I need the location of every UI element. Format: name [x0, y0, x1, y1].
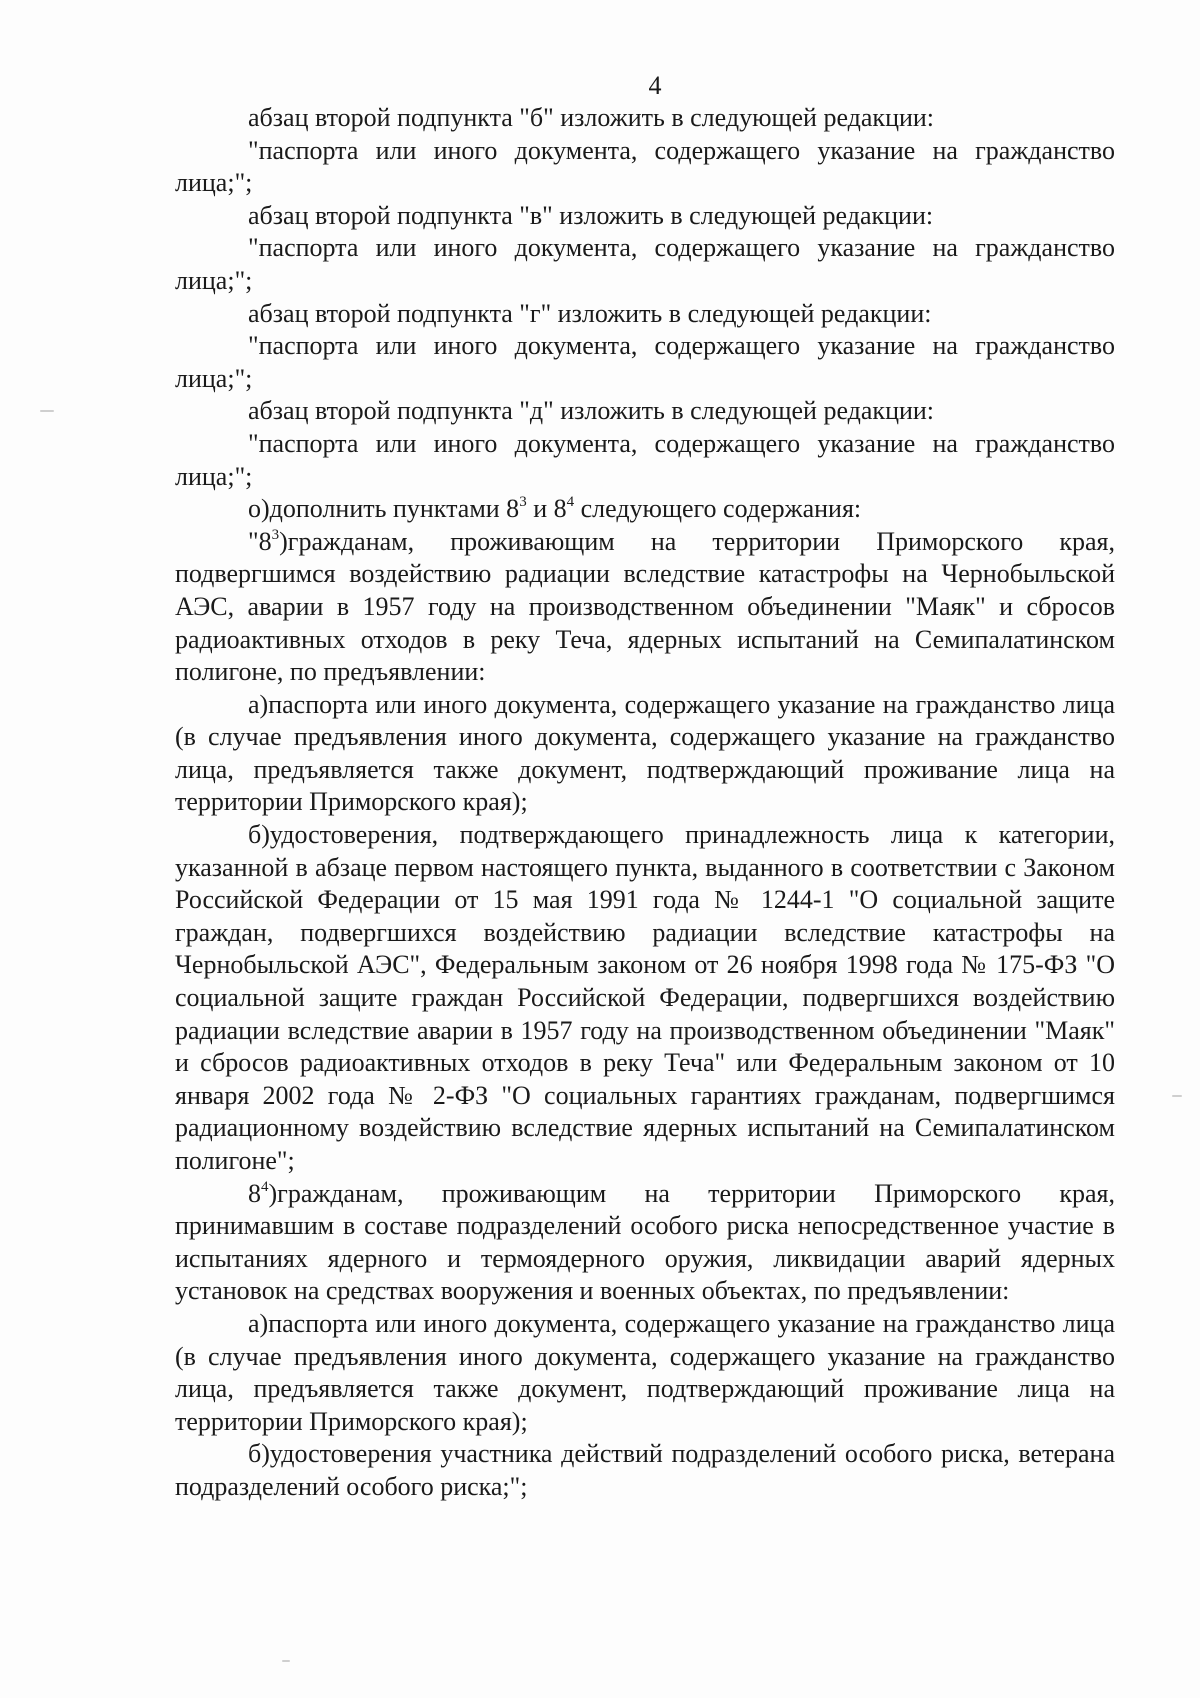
paragraph-amend-g: абзац второй подпункта "г" изложить в следующей редакции: [248, 298, 932, 328]
item-8-3-prefix: "8 [248, 526, 272, 556]
paragraph-item-8-3 [175, 526, 1115, 689]
scan-speck-right [1172, 1095, 1182, 1097]
supplement-text-1: о)дополнить пунктами 8 [248, 494, 520, 524]
paragraph-item-8-4-b: б)удостоверения участника действий подразделений особого риска, ветерана подразделений особого риска;"; [175, 1439, 1115, 1501]
paragraph-item-8-4-a: а)паспорта или иного документа, содержащего указание на гражданство лица (в случае предъявления иного документа, содержащего указание на гражданство лица, предъявляется также документ, подтверждающий проживание лица на территории Приморского края); [175, 1308, 1115, 1436]
item-8-3-superscript: 3 [271, 526, 280, 543]
paragraph-amend-b: абзац второй подпункта "б" изложить в следующей редакции: [248, 103, 935, 132]
item-8-4-prefix: 8 [248, 1178, 261, 1208]
document-body [175, 102, 1115, 1504]
paragraph-amend-v: абзац второй подпункта "в" изложить в следующей редакции: [248, 200, 934, 230]
item-8-4-text: )гражданам, проживающим на территории Приморского края, принимавшим в составе подразделений особого риска непосредственное участие в испытаниях ядерного и термоядерного оружия, ликвидации аварий ядерных установок на средствах вооружения и военных объектах, по предъявлении: [175, 1178, 1115, 1306]
page-number: 4 [648, 71, 662, 100]
paragraph-passport-d: "паспорта или иного документа, содержащего указание на гражданство лица;"; [175, 428, 1115, 491]
paragraph-item-8-4 [175, 1178, 1115, 1308]
paragraph-passport-v: "паспорта или иного документа, содержащего указание на гражданство лица;"; [175, 233, 1115, 295]
paragraph-item-8-3-b: б)удостоверения, подтверждающего принадлежность лица к категории, указанной в абзаце первом настоящего пункта, выданного в соответствии с Законом Российской Федерации от 15 мая 1991 года № 1244-1 "О социальной защите граждан, подвергшихся воздействию радиации вследствие катастрофы на Чернобыльской АЭС", Федеральным законом от 26 ноября 1998 года № 175-ФЗ "О социальной защите граждан Российской Федерации, подвергшихся воздействию радиации вследствие аварии в 1957 году на производственном объединении "Маяк" и сбросов радиоактивных отходов в реку Теча" или Федеральным законом от 10 января 2002 года № 2-ФЗ "О социальных гарантиях гражданам, подвергшимся радиационному воздействию вследствие ядерных испытаний на Семипалатинском полигоне"; [175, 820, 1115, 1175]
paragraph-item-8-3-a: а)паспорта или иного документа, содержащего указание на гражданство лица (в случае предъявления иного документа, содержащего указание на гражданство лица, предъявляется также документ, подтверждающий проживание лица на территории Приморского края); [175, 689, 1115, 817]
paragraph-passport-b: "паспорта или иного документа, содержащего указание на гражданство лица;"; [175, 135, 1115, 198]
supplement-text-2: и 8 [526, 494, 567, 524]
paragraph-passport-g: "паспорта или иного документа, содержащего указание на гражданство лица;"; [175, 331, 1115, 393]
superscript-4: 4 [566, 494, 575, 511]
scan-speck-bottom [282, 1660, 290, 1662]
paragraph-supplement [175, 493, 1115, 526]
superscript-3: 3 [519, 494, 527, 511]
paragraph-amend-d: абзац второй подпункта "д" изложить в следующей редакции: [248, 396, 935, 426]
scan-speck-left [40, 410, 54, 412]
item-8-3-text: )гражданам, проживающим на территории Приморского края, подвергшимся воздействию радиации вследствие катастрофы на Чернобыльской АЭС, аварии в 1957 году на производственном объединении "Маяк" и сбросов радиоактивных отходов в реку Теча, ядерных испытаний на Семипалатинском полигоне, по предъявлении: [175, 526, 1115, 687]
supplement-text-3: следующего содержания: [574, 494, 862, 524]
item-8-4-superscript: 4 [261, 1178, 269, 1195]
